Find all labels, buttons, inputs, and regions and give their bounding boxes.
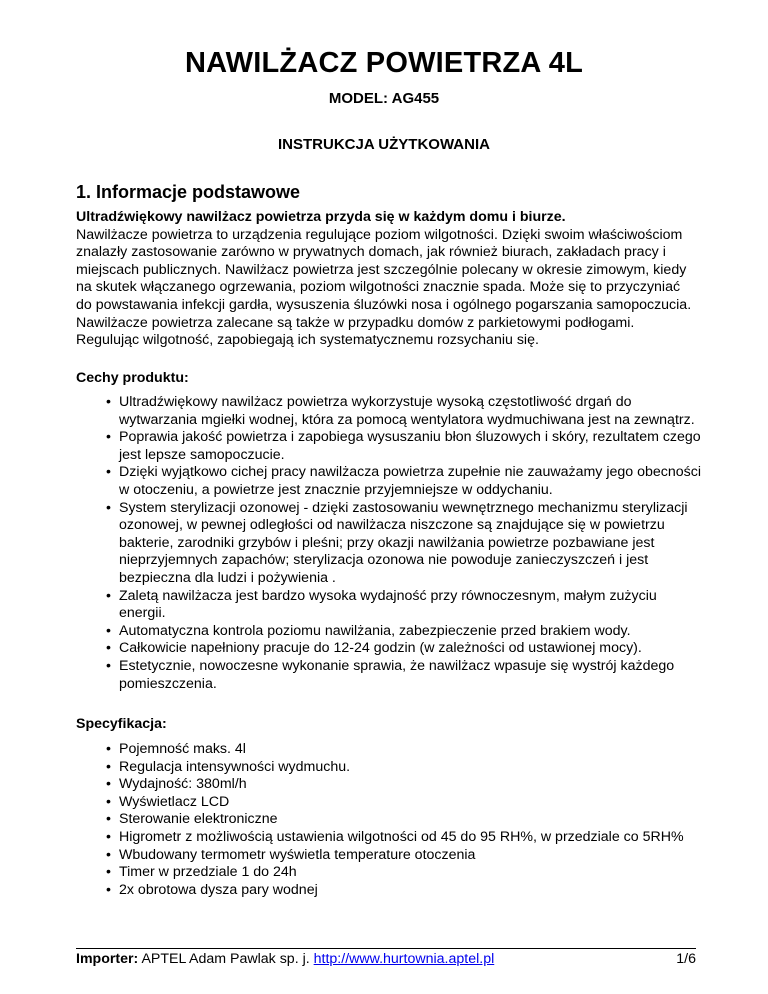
bullet-icon: • <box>106 640 111 657</box>
feature-item-text: Zaletą nawilżacza jest bardzo wysoka wydajność przy równoczesnym, małym zużyciu energii. <box>119 587 657 622</box>
spec-item <box>76 776 706 794</box>
feature-item <box>76 464 706 499</box>
bullet-icon: • <box>106 793 111 810</box>
spec-item-text: Timer w przedziale 1 do 24h <box>119 864 297 881</box>
spec-item-text: Higrometr z możliwością ustawienia wilgotności od 45 do 95 RH%, w przedziale co 5RH% <box>119 828 684 845</box>
bullet-icon: • <box>106 864 111 881</box>
bullet-icon: • <box>106 622 111 639</box>
feature-item-text: System sterylizacji ozonowej - dzięki zastosowaniu wewnętrznego mechanizmu sterylizacji ozonowej, w pewnej odległości od nawilżacza niszczone są znajdujące się w powietrzu bakterie, zarodniki grzybów i pleśni; przy okazji nawilżania powietrze pozbawiane jest nieprzyjemnych zapachów; sterylizacja ozonowa nie powoduje zanieczyszczeń i jest bezpieczna dla ludzi i pożywienia . <box>119 499 688 586</box>
spec-item-text: Wbudowany termometr wyświetla temperature otoczenia <box>119 846 476 863</box>
spec-item <box>76 864 706 882</box>
bullet-icon: • <box>106 741 111 757</box>
spec-item <box>76 882 706 900</box>
footer-company: APTEL Adam Pawlak sp. j. <box>141 951 310 967</box>
feature-item-text: Całkowicie napełniony pracuje do 12-24 godzin (w zależności od ustawionej mocy). <box>119 640 642 657</box>
bullet-icon: • <box>106 776 111 793</box>
spec-item <box>76 741 706 759</box>
feature-item-text: Estetycznie, nowoczesne wykonanie sprawia, że nawilżacz wpasuje się wystrój każdego pomieszczenia. <box>119 657 675 692</box>
feature-item <box>76 429 706 464</box>
spec-item <box>76 829 706 847</box>
specs-list <box>76 741 706 899</box>
feature-item <box>76 640 706 658</box>
section-heading-basic-info: 1. Informacje podstawowe <box>76 182 301 202</box>
spec-item-text: 2x obrotowa dysza pary wodnej <box>119 881 318 898</box>
footer-importer-label: Importer: <box>76 951 139 967</box>
spec-item-text: Pojemność maks. 4l <box>119 741 246 757</box>
document-title: NAWILŻACZ POWIETRZA 4L <box>184 47 583 79</box>
feature-item <box>76 623 706 641</box>
intro-body: Nawilżacze powietrza to urządzenia regulujące poziom wilgotności. Dzięki swoim właściwościom znalazły zastosowanie zarówno w prywatnych domach, jak również biurach, zakładach pracy i miejscach publicznych. Nawilżacz powietrza jest szczególnie polecany w okresie zimowym, kiedy na skutek włączanego ogrzewania, poziom wilgotności znacznie spada. Może się to przyczyniać do powstawania infekcji gardła, wysuszenia śluzówki nosa i ogólnego pogarszania samopoczucia. Nawilżacze powietrza zalecane są także w przypadku domów z parkietowymi podłogami. Regulując wilgotność, zapobiegają ich systematycznemu rozsychaniu się. <box>76 226 692 349</box>
intro-lead: Ultradźwiękowy nawilżacz powietrza przyda się w każdym domu i biurze. <box>76 209 566 225</box>
feature-item <box>76 500 706 588</box>
spec-item <box>76 759 706 777</box>
spec-item-text: Sterowanie elektroniczne <box>119 811 278 828</box>
bullet-icon: • <box>106 758 111 775</box>
bullet-icon: • <box>106 657 111 674</box>
bullet-icon: • <box>106 464 111 481</box>
feature-item <box>76 658 706 693</box>
model-number: MODEL: AG455 <box>328 90 440 107</box>
feature-item <box>76 588 706 623</box>
intro-paragraph <box>76 209 696 350</box>
page-footer <box>76 948 696 967</box>
bullet-icon: • <box>106 846 111 863</box>
bullet-icon: • <box>106 828 111 845</box>
feature-item <box>76 394 706 429</box>
bullet-icon: • <box>106 394 111 410</box>
bullet-icon: • <box>106 811 111 828</box>
page-number: 1/6 <box>676 951 696 967</box>
bullet-icon: • <box>106 499 111 516</box>
features-list <box>76 394 706 693</box>
spec-item <box>76 794 706 812</box>
spec-item-text: Wyświetlacz LCD <box>119 793 230 810</box>
feature-item-text: Dzięki wyjątkowo cichej pracy nawilżacza powietrza zupełnie nie zauważamy jego obecności w otoczeniu, a powietrze jest znacznie przyjemniejsze w oddychaniu. <box>119 464 701 498</box>
feature-item-text: Ultradźwiękowy nawilżacz powietrza wykorzystuje wysoką częstotliwość drgań do wytwarzania mgiełki wodnej, która za pomocą wentylatora wydmuchiwana jest na zewnątrz. <box>119 394 695 428</box>
spec-item <box>76 847 706 865</box>
features-heading: Cechy produktu: <box>76 370 189 386</box>
feature-item-text: Automatyczna kontrola poziomu nawilżania, zabezpieczenie przed brakiem wody. <box>119 622 631 639</box>
footer-website-link[interactable]: http://www.hurtownia.aptel.pl <box>313 951 495 967</box>
feature-item-text: Poprawia jakość powietrza i zapobiega wysuszaniu błon śluzowych i skóry, rezultatem czego jest lepsze samopoczucie. <box>119 429 701 463</box>
bullet-icon: • <box>106 429 111 446</box>
bullet-icon: • <box>106 587 111 604</box>
bullet-icon: • <box>106 881 111 898</box>
spec-item <box>76 811 706 829</box>
spec-item-text: Regulacja intensywności wydmuchu. <box>119 758 351 775</box>
specs-heading: Specyfikacja: <box>76 716 167 732</box>
spec-item-text: Wydajność: 380ml/h <box>119 776 247 793</box>
instructions-heading: INSTRUKCJA UŻYTKOWANIA <box>278 136 490 153</box>
